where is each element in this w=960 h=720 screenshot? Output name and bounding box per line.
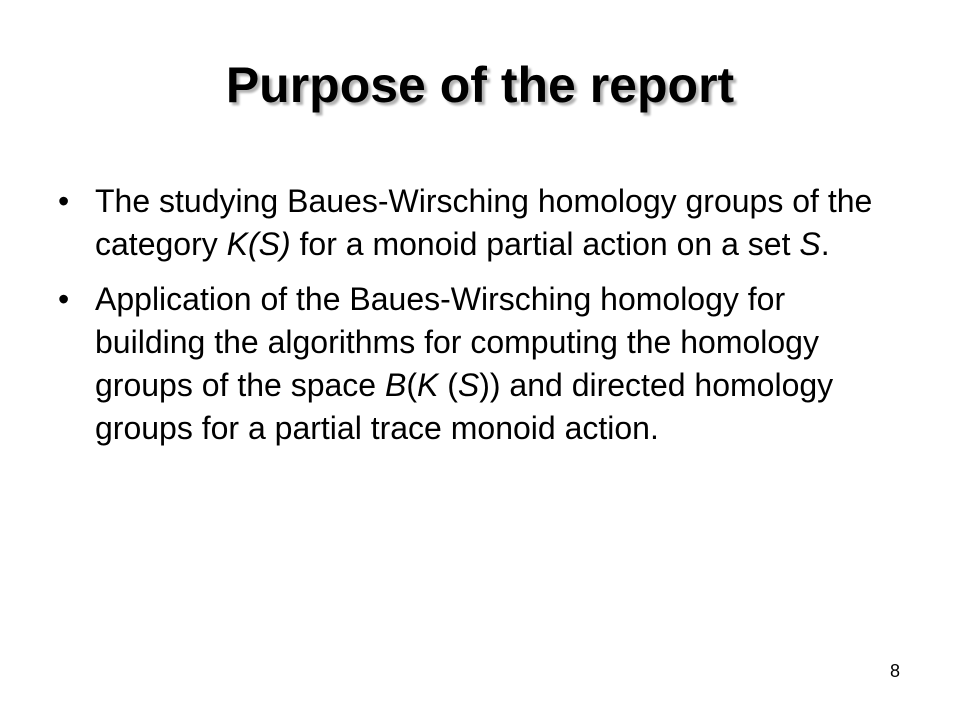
bullet-item-2 [58,278,888,450]
bullet-dot-icon: • [58,281,70,317]
bullet-2-segment-4: K [416,367,439,403]
bullet-2-segment-3: ( [406,367,417,403]
page-number: 8 [889,661,900,681]
bullet-list [58,180,888,462]
bullet-2-segment-5: ( [438,367,458,403]
bullet-text-2 [95,281,833,446]
bullet-dot-icon: • [58,183,70,219]
bullet-item-1 [58,180,888,266]
bullet-1-segment-1: The studying Baues-Wirsching homology groups of the category [95,183,873,262]
bullet-2-segment-7: )) and directed homology groups for a partial trace monoid action. [95,367,834,446]
bullet-1-segment-2: K(S) [226,226,291,262]
bullet-1-segment-3: for a monoid partial action on a set [290,226,800,262]
bullet-1-segment-5: . [820,226,830,262]
bullet-2-segment-6: S [457,367,480,403]
slide-title: Purpose of the report [225,57,735,113]
bullet-2-segment-1: Application of the Baues-Wirsching homology for building the algorithms for computing the homology groups of the space [95,281,819,403]
bullet-2-segment-2: B [384,367,407,403]
bullet-1-segment-4: S [799,226,821,262]
bullet-text-1 [95,183,872,262]
